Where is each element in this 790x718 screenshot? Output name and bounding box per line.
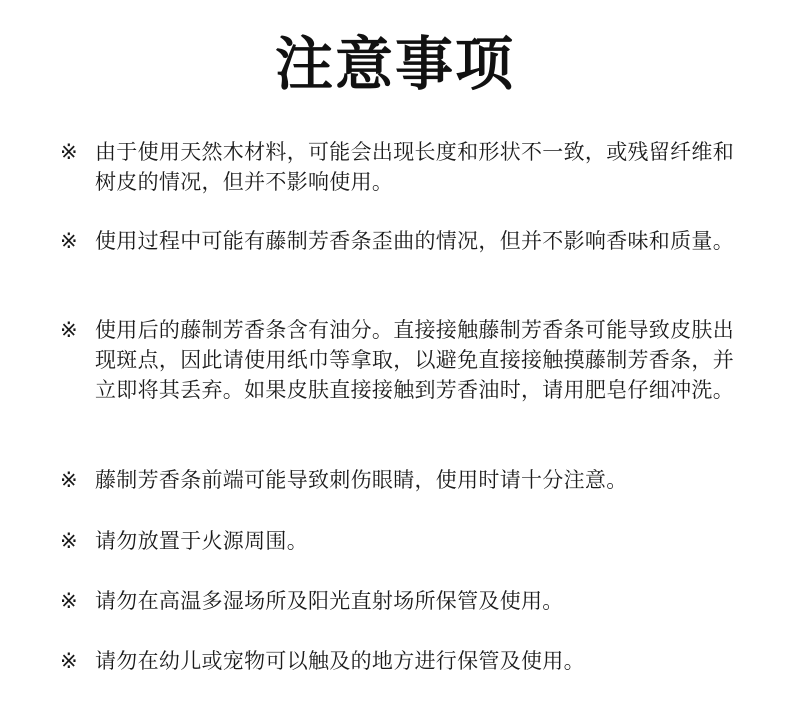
- notice-text: 请勿放置于火源周围。: [95, 529, 308, 553]
- reference-mark-icon: ※: [60, 649, 78, 673]
- notice-text: 请勿在高温多湿场所及阳光直射场所保管及使用。: [95, 589, 564, 613]
- reference-mark-icon: ※: [60, 468, 78, 492]
- notice-text: 使用后的藤制芳香条含有油分。直接接触藤制芳香条可能导致皮肤出现斑点，因此请使用纸巾等拿取，以避免直接接触摸藤制芳香条，并立即将其丢弃。如果皮肤直接接触到芳香油时，请用肥皂仔细冲洗。: [95, 318, 734, 402]
- reference-mark-icon: ※: [60, 229, 78, 253]
- reference-mark-icon: ※: [60, 529, 78, 553]
- reference-mark-icon: ※: [60, 318, 78, 342]
- notice-text: 使用过程中可能有藤制芳香条歪曲的情况，但并不影响香味和质量。: [95, 229, 734, 253]
- reference-mark-icon: ※: [60, 140, 78, 164]
- notice-text: 请勿在幼儿或宠物可以触及的地方进行保管及使用。: [95, 649, 585, 673]
- notice-text: 藤制芳香条前端可能导致刺伤眼睛，使用时请十分注意。: [95, 468, 628, 492]
- page-title: 注意事项: [274, 30, 515, 98]
- reference-mark-icon: ※: [60, 589, 78, 613]
- notice-text: 由于使用天然木材料，可能会出现长度和形状不一致，或残留纤维和树皮的情况，但并不影响使用。: [95, 140, 734, 194]
